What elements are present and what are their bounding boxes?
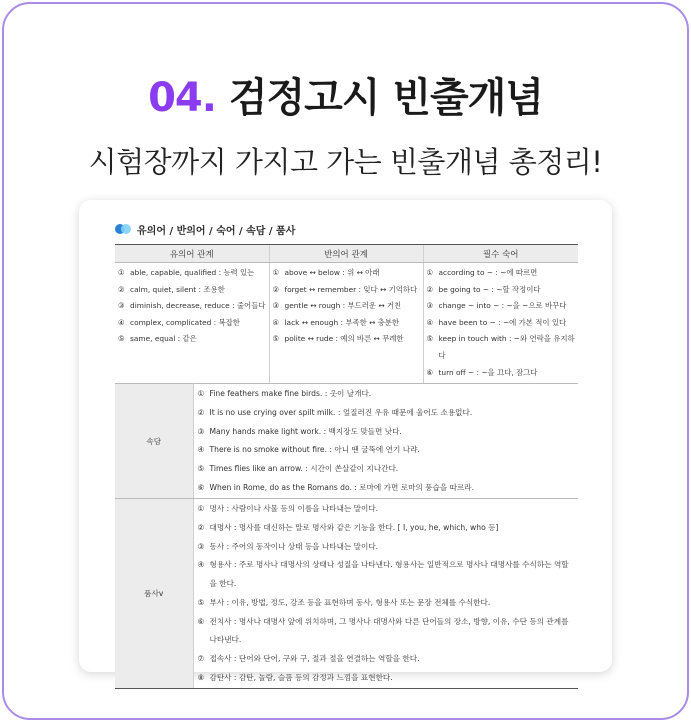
item-text: When in Rome, do as the Romans do. : 로마에 가면 로마의 풍습을 따르라. — [209, 482, 475, 492]
pos-row — [115, 499, 578, 689]
item-number: ⑤ — [426, 334, 434, 344]
item-text: It is no use crying over spilt milk. : 엎질러진 우유 때문에 울어도 소용없다. — [209, 407, 473, 417]
proverb-item — [198, 404, 575, 423]
item-number: ⑥ — [197, 482, 205, 492]
item-number: ⑤ — [197, 463, 205, 473]
item-text: able, capable, qualified : 능력 있는 — [130, 268, 255, 277]
item-number: ② — [118, 284, 125, 294]
item-number: ① — [272, 268, 280, 277]
item-text: have been to ~ : ~에 가본 적이 있다 — [438, 317, 567, 327]
item-text: polite ↔ rude : 예의 바른 ↔ 무례한 — [284, 334, 404, 344]
item-text: lack ↔ enough : 부족한 ↔ 충분한 — [284, 317, 400, 327]
item-text: change ~ into ~ : ~을 ~으로 바꾸다 — [438, 301, 567, 311]
item-number: ② — [197, 407, 205, 417]
pos-item — [198, 519, 575, 538]
item-text: Many hands make light work. : 백지장도 맞들면 낫다. — [209, 426, 402, 436]
item-number: ③ — [197, 426, 205, 436]
item-text: 접속사 : 단어와 단어, 구와 구, 절과 절을 연결하는 역할을 한다. — [209, 654, 420, 663]
proverb-pos-table — [115, 383, 578, 689]
antonym-item — [273, 331, 420, 348]
item-text: 부사 : 이유, 방법, 정도, 강조 등을 표현하며 동사, 형용사 또는 문장 전체를 수식한다. — [209, 597, 491, 607]
item-text: according to ~ : ~에 따르면 — [438, 268, 538, 277]
item-text: gentle ↔ rough : 부드러운 ↔ 거친 — [284, 301, 402, 311]
proverb-row — [115, 384, 578, 499]
item-text: 형용사 : 주로 명사나 대명사의 상태나 성질을 나타낸다. 형용사는 일반적으로 명사나 대명사를 수식하는 역할을 한다. — [209, 560, 569, 589]
item-number: ② — [426, 284, 434, 294]
item-text: 대명사 : 명사를 대신하는 말로 명사와 같은 기능을 한다. [ I, you, he, which, who 등] — [209, 523, 499, 533]
item-text: 감탄사 : 감탄, 놀람, 슬픔 등의 감정과 느낌을 표현한다. — [209, 672, 393, 682]
item-number: ① — [197, 504, 205, 514]
item-text: complex, complicated : 복잡한 — [130, 317, 240, 327]
idiom-item — [427, 282, 576, 299]
title-text: 검정고시 빈출개념 — [228, 75, 543, 121]
item-number: ③ — [272, 301, 280, 311]
antonyms-cell — [269, 263, 423, 384]
item-number: ① — [118, 268, 125, 277]
page-title — [0, 66, 691, 123]
item-text: be going to ~ : ~할 작정이다 — [438, 284, 541, 294]
idiom-item — [427, 331, 576, 364]
item-number: ③ — [197, 541, 205, 551]
item-text: There is no smoke without fire. : 아니 땐 굴뚝에 연기 나랴. — [209, 445, 420, 455]
page-subtitle: 시험장까지 가지고 가는 빈출개념 총정리! — [88, 145, 603, 179]
item-text: same, equal : 같은 — [130, 334, 197, 344]
synonym-item — [118, 331, 266, 348]
synonym-item — [118, 298, 266, 315]
bullet-dots-icon — [115, 223, 133, 235]
item-number: ⑤ — [118, 334, 125, 344]
column-header-synonyms: 유의어 관계 — [115, 245, 269, 263]
item-number: ⑥ — [197, 616, 205, 626]
item-number: ③ — [426, 301, 434, 311]
idiom-item — [427, 298, 576, 315]
item-text: calm, quiet, silent : 조용한 — [130, 284, 225, 294]
item-number: ⑧ — [197, 672, 205, 682]
item-number: ② — [272, 284, 280, 294]
antonym-item — [273, 298, 420, 315]
preview-card — [79, 200, 612, 682]
item-number: ③ — [118, 301, 125, 311]
item-text: keep in touch with : ~와 연락을 유지하다 — [438, 334, 575, 360]
title-number: 04. — [148, 75, 216, 121]
column-header-idioms: 필수 숙어 — [423, 245, 578, 263]
pos-item — [198, 669, 575, 688]
idiom-item — [427, 315, 576, 332]
pos-item — [198, 650, 575, 669]
vocab-table — [115, 244, 578, 383]
pos-item — [198, 613, 575, 650]
proverb-label: 속담 — [115, 384, 193, 499]
proverb-list — [193, 384, 578, 499]
synonym-item — [118, 265, 266, 282]
item-number: ④ — [118, 317, 125, 327]
item-number: ④ — [197, 445, 205, 455]
item-text: above ↔ below : 위 ↔ 아래 — [284, 268, 380, 277]
item-number: ⑥ — [426, 367, 434, 377]
idioms-cell — [423, 263, 578, 384]
item-number: ⑦ — [197, 654, 205, 663]
antonym-item — [273, 315, 420, 332]
proverb-item — [198, 460, 575, 479]
item-text: turn off ~ : ~을 끄다, 잠그다 — [438, 367, 538, 377]
item-text: Fine feathers make fine birds. : 옷이 날개다. — [209, 389, 372, 399]
item-text: Times flies like an arrow. : 시간이 쏜살같이 지나간다. — [209, 463, 399, 473]
pos-item — [198, 556, 575, 593]
item-number: ④ — [272, 317, 280, 327]
pos-list — [193, 499, 578, 689]
item-number: ② — [197, 523, 205, 533]
synonym-item — [118, 315, 266, 332]
proverb-item — [198, 479, 575, 498]
item-number: ④ — [197, 560, 205, 570]
item-number: ① — [197, 389, 205, 399]
column-header-antonyms: 반의어 관계 — [269, 245, 423, 263]
item-number: ④ — [426, 317, 434, 327]
synonym-item — [118, 282, 266, 299]
antonym-item — [273, 282, 420, 299]
proverb-item — [198, 423, 575, 442]
synonyms-cell — [115, 263, 269, 384]
proverb-item — [198, 385, 575, 404]
item-text: forget ↔ remember : 잊다 ↔ 기억하다 — [284, 284, 418, 294]
pos-item — [198, 538, 575, 557]
antonym-item — [273, 265, 420, 282]
item-text: diminish, decrease, reduce : 줄어들다 — [130, 301, 266, 311]
pos-item — [198, 594, 575, 613]
section-header — [115, 220, 578, 238]
item-number: ⑤ — [272, 334, 280, 344]
item-text: 전치사 : 명사나 대명사 앞에 위치하며, 그 명사나 대명사와 다른 단어들의 장소, 방향, 이유, 수단 등의 관계를 나타낸다. — [209, 616, 569, 645]
item-text: 동사 : 주어의 동작이나 상태 등을 나타내는 말이다. — [209, 541, 379, 551]
pos-label: 품사v — [115, 499, 193, 689]
study-sheet — [115, 220, 578, 689]
section-title: 유의어 / 반의어 / 숙어 / 속담 / 품사 — [137, 225, 296, 237]
idiom-item — [427, 365, 576, 382]
item-number: ① — [426, 268, 434, 277]
proverb-item — [198, 441, 575, 460]
pos-item — [198, 500, 575, 519]
idiom-item — [427, 265, 576, 282]
item-text: 명사 : 사람이나 사물 등의 이름을 나타내는 말이다. — [209, 504, 379, 514]
item-number: ⑤ — [197, 597, 205, 607]
